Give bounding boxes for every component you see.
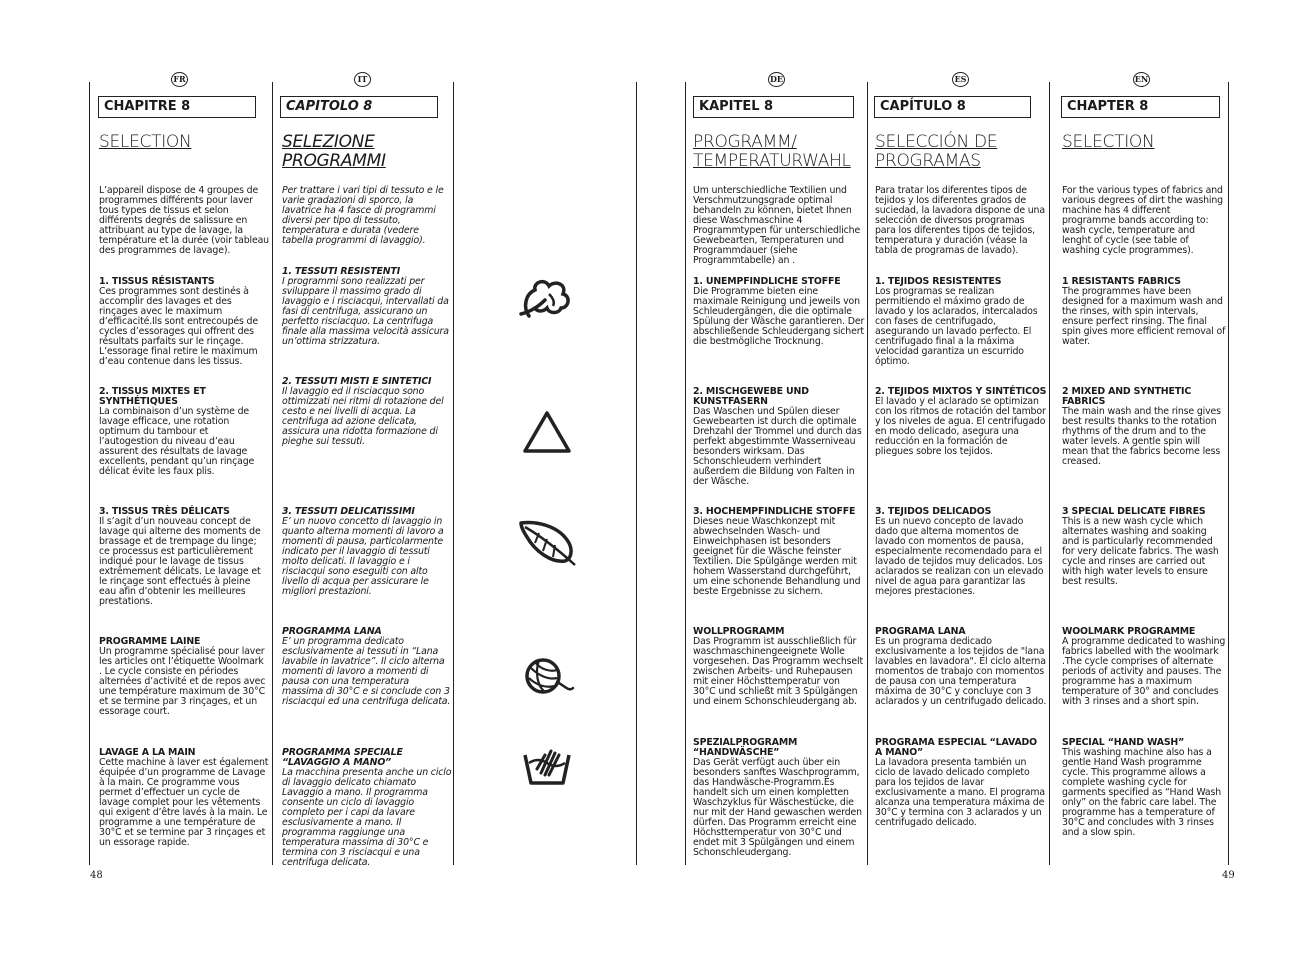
section-text: Es un programa dedicado exclusivamente a los tejidos de "lana lavables en lavadora". El ciclo alterna momentos de trabajo con momentos de pausa con una temperatura máxima de 30°C y concluye con 3 aclarados y un centrifugado delicado. <box>875 636 1047 707</box>
it-section-5 <box>282 748 452 868</box>
section-title: 2. TESSUTI MISTI E SINTETICI <box>282 376 432 387</box>
en-heading: SELECTION <box>1062 132 1155 152</box>
section-text: Il lavaggio ed il risciacquo sono ottimizzati nei ritmi di rotazione del cesto e nei livelli di acqua. La centrifuga ad azione delicata, assicura una ridotta formazione di pieghe sui tessuti. <box>282 386 444 447</box>
es-section-5 <box>875 738 1047 828</box>
section-title: 2. MISCHGEWEBE UND KUNSTFASERN <box>693 386 809 407</box>
column-divider <box>453 82 454 865</box>
feather-icon <box>515 515 579 569</box>
section-title: PROGRAMA LANA <box>875 626 966 637</box>
section-text: Los programas se realizan permitiendo el máximo grado de lavado y los aclarados, intercalados con fases de centrifugado, asegurando un lavado perfecto. El centrifugado final a la máxima velocidad garantiza un escurrido óptimo. <box>875 286 1038 367</box>
section-title: PROGRAMME LAINE <box>99 636 201 647</box>
section-text: Ces programmes sont destinés à accomplir des lavages et des rinçages avec le maximum d’efficacité.Ils sont entrecoupés de cycles d’essorages qui offrent des résultats parfaits sur le rinçage. L’essorage final retire le maximum d’eau contenue dans les tissus. <box>99 286 258 367</box>
column-divider <box>867 82 868 865</box>
column-divider <box>89 82 90 865</box>
heading-line: SELECCIÓN DE <box>875 132 998 152</box>
section-text: Das Waschen und Spülen dieser Gewebearten ist durch die optimale Drehzahl der Trommel und durch das perfekt abgestimmte Wasserniveau besonders wirksam. Das Schonschleudern verhindert außerdem die Bildung von Falten in der Wäsche. <box>693 406 862 487</box>
triangle-icon <box>515 405 579 459</box>
fr-section-1 <box>99 277 269 367</box>
page-number-left: 48 <box>90 870 103 881</box>
column-divider <box>685 82 686 865</box>
column-divider <box>636 82 637 865</box>
section-title: 1. TEJIDOS RESISTENTES <box>875 276 1002 287</box>
section-title: 3. TESSUTI DELICATISSIMI <box>282 506 415 517</box>
fr-heading: SELECTION <box>99 132 192 152</box>
section-title: PROGRAMMA LANA <box>282 626 382 637</box>
section-text: A programme dedicated to washing fabrics labelled with the woolmark .The cycle comprises of alternate periods of activity and pauses. The programme has a maximum temperature of 30° and concludes with 3 rinses and a short spin. <box>1062 636 1226 707</box>
section-text: The programmes have been designed for a maximum wash and the rinses, with spin intervals, ensure perfect rinsing. The final spin gives more efficient removal of water. <box>1062 286 1226 347</box>
it-flag-badge: IT <box>354 72 371 87</box>
section-title: 1. TESSUTI RESISTENTI <box>282 266 401 277</box>
section-text: La lavadora presenta también un ciclo de lavado delicado completo para los tejidos de lavar exclusivamente a mano. El programa alcanza una temperatura máxima de 30°C y termina con 3 aclarados y un centrifugado delicado. <box>875 757 1045 828</box>
section-text: Il s’agit d’un nouveau concept de lavage qui alterne des moments de brassage et de trempage du linge; ce processus est particulièrement indiqué pour le lavage de tissus extrêmement délicats. Le lavage et le rinçage sont effectués à pleine eau afin d’obtenir les meilleures prestations. <box>99 516 261 607</box>
fr-chapter-box: CHAPITRE 8 <box>98 96 256 118</box>
en-section-1 <box>1062 277 1226 347</box>
section-text: Dieses neue Waschkonzept mit abwechselnden Wasch- und Einweichphasen ist besonders geeignet für die Wäsche feinster Textilien. Die Spülgänge werden mit hohem Wasserstand durchgeführt, um eine schonende Behandlung und beste Ergebnisse zu sichern. <box>693 516 861 597</box>
heading-line: PROGRAMM/ <box>693 132 797 152</box>
section-text: E’ un programma dedicato esclusivamente ai tessuti in “Lana lavabile in lavatrice”. Il ciclo alterna momenti di lavoro a momenti di pausa con una temperatura massima di 30°C e si conclude con 3 risciacqui ed una centrifuga delicata. <box>282 636 451 707</box>
es-section-3 <box>875 507 1047 597</box>
de-section-2 <box>693 387 865 487</box>
section-title: PROGRAMMA SPECIALE “LAVAGGIO A MANO” <box>282 747 403 768</box>
section-text: Das Programm ist ausschließlich für waschmaschinengeeignete Wolle vorgesehen. Das Programm wechselt zwischen Arbeits- und Ruhepausen mit einer Höchsttemperatur von 30°C und schließt mit 3 Spülgängen und einem Schonschleudergang ab. <box>693 636 863 707</box>
section-text: Die Programme bieten eine maximale Reinigung und jeweils von Schleudergängen, die die optimale Spülung der Wäsche garantieren. Der abschließende Schleudergang sichert die bestmögliche Trocknung. <box>693 286 865 347</box>
it-intro: Per trattare i vari tipi di tessuto e le varie gradazioni di sporco, la lavatrice ha 4 fasce di programmi diversi per tipo di tessuto, temperatura e durata (vedere tabella programmi di lavaggio). <box>282 185 444 246</box>
section-text: E’ un nuovo concetto di lavaggio in quanto alterna momenti di lavoro a momenti di pausa, particolarmente indicato per il lavaggio di tessuti molto delicati. Il lavaggio e i risciacqui sono eseguiti con alto livello di acqua per assicurare le migliori prestazioni. <box>282 516 444 597</box>
de-intro: Um unterschiedliche Textilien und Verschmutzungsgrade optimal behandeln zu können, bietet Ihnen diese Waschmaschine 4 Programmtypen für unterschiedliche Gewebearten, Temperaturen und Programmdauer (siehe Programmtabelle) an . <box>693 185 861 266</box>
heading-line: SELEZIONE <box>282 132 375 152</box>
fr-section-5 <box>99 748 269 848</box>
de-heading <box>693 133 851 171</box>
en-flag-badge: EN <box>1133 72 1150 87</box>
heading-line: PROGRAMAS <box>875 151 981 171</box>
section-title: 1. TISSUS RÉSISTANTS <box>99 276 215 287</box>
heading-line: PROGRAMMI <box>282 151 386 171</box>
es-flag-badge: ES <box>952 72 969 87</box>
cotton-flower-icon <box>515 272 579 326</box>
section-text: This is a new wash cycle which alternates washing and soaking and is particularly recommended for very delicate fabrics. The wash cycle and rinses are carried out with high water levels to ensure best results. <box>1062 516 1219 587</box>
en-section-4 <box>1062 627 1226 707</box>
section-text: Cette machine à laver est également équipée d’un programme de Lavage à la main. Ce programme vous permet d’effectuer un cycle de lavage complet pour les vêtements qui exigent d’être lavés à la main. Le programme a une température de 30°C et se termine par 3 rinçages et un essorage rapide. <box>99 757 269 848</box>
section-title: LAVAGE A LA MAIN <box>99 747 196 758</box>
section-title: SPECIAL “HAND WASH” <box>1062 737 1185 748</box>
en-section-5 <box>1062 738 1226 838</box>
fr-intro: L’appareil dispose de 4 groupes de programmes différents pour laver tous types de tissus et selon différents degrés de salissure en attribuant au type de lavage, la température et la durée (voir tableau des programmes de lavage). <box>99 185 269 256</box>
section-text: This washing machine also has a gentle Hand Wash programme cycle. This programme allows a complete washing cycle for garments specified as “Hand Wash only” on the fabric care label. The programme has a temperature of 30°C and concludes with 3 rinses and a slow spin. <box>1062 747 1222 838</box>
fr-section-4 <box>99 637 269 717</box>
section-title: 2 MIXED AND SYNTHETIC FABRICS <box>1062 386 1192 407</box>
de-section-3 <box>693 507 865 597</box>
hand-wash-tub-icon <box>515 737 579 791</box>
section-title: WOLLPROGRAMM <box>693 626 785 637</box>
section-title: 3. HOCHEMPFINDLICHE STOFFE <box>693 506 856 517</box>
en-section-3 <box>1062 507 1226 587</box>
column-divider <box>272 82 273 865</box>
section-text: Un programme spécialisé pour laver les articles ont l’étiquette Woolmark . Le cycle consiste en périodes alternées d’activité et de repos avec une température maximum de 30°C et se termine par 3 rinçages, et un essorage court. <box>99 646 266 717</box>
section-title: 2. TEJIDOS MIXTOS Y SINTÉTICOS <box>875 386 1047 397</box>
fr-section-2 <box>99 387 269 477</box>
de-chapter-box: KAPITEL 8 <box>693 96 854 118</box>
de-section-5 <box>693 738 865 858</box>
it-section-4 <box>282 627 452 707</box>
heading-line: TEMPERATURWAHL <box>693 151 851 171</box>
es-chapter-box: CAPÍTULO 8 <box>874 96 1031 118</box>
column-divider <box>1049 82 1050 865</box>
column-divider <box>1228 82 1229 865</box>
de-section-4 <box>693 627 865 707</box>
section-title: 3 SPECIAL DELICATE FIBRES <box>1062 506 1206 517</box>
section-text: Das Gerät verfügt auch über ein besonders sanftes Waschprogramm, das Handwäsche-Programm.Es handelt sich um einen kompletten Waschzyklus für Wäschestücke, die nur mit der Hand gewaschen werden dürfen. Das Programm erreicht eine Höchsttemperatur von 30°C und endet mit 3 Spülgängen und einem Schonschleudergang. <box>693 757 862 858</box>
section-title: 3. TISSUS TRÈS DÉLICATS <box>99 506 230 517</box>
wool-ball-icon <box>515 648 579 702</box>
it-chapter-box: CAPITOLO 8 <box>280 96 438 118</box>
fr-section-3 <box>99 507 269 607</box>
section-title: 1 RESISTANTS FABRICS <box>1062 276 1181 287</box>
section-title: PROGRAMA ESPECIAL “LAVADO A MANO” <box>875 737 1037 758</box>
en-chapter-box: CHAPTER 8 <box>1061 96 1220 118</box>
page-number-right: 49 <box>1222 870 1235 881</box>
es-heading <box>875 133 997 171</box>
it-section-2 <box>282 377 452 447</box>
section-title: WOOLMARK PROGRAMME <box>1062 626 1196 637</box>
section-text: Es un nuevo concepto de lavado dado que alterna momentos de lavado con momentos de pausa, especialmente recomendado para el lavado de tejidos muy delicados. Los aclarados se realizan con un elevado nivel de agua para garantizar las mejores prestaciones. <box>875 516 1044 597</box>
section-text: La macchina presenta anche un ciclo di lavaggio delicato chiamato Lavaggio a mano. Il programma consente un ciclo di lavaggio completo per i capi da lavare esclusivamente a mano. Il programma raggiunge una temperatura massima di 30°C e termina con 3 risciacqui e una centrifuga delicata. <box>282 767 452 868</box>
es-section-2 <box>875 387 1047 457</box>
de-flag-badge: DE <box>768 72 785 87</box>
it-heading <box>282 133 386 171</box>
it-section-1 <box>282 267 452 347</box>
de-section-1 <box>693 277 865 347</box>
it-section-3 <box>282 507 452 597</box>
en-section-2 <box>1062 387 1226 467</box>
fr-flag-badge: FR <box>171 72 188 87</box>
es-section-1 <box>875 277 1047 367</box>
section-text: The main wash and the rinse gives best results thanks to the rotation rhythms of the drum and to the water levels. A gentle spin will mean that the fabrics become less creased. <box>1062 406 1221 467</box>
section-title: 1. UNEMPFINDLICHE STOFFE <box>693 276 841 287</box>
en-intro: For the various types of fabrics and various degrees of dirt the washing machine has 4 different programme bands according to: wash cycle, temperature and lenght of cycle (see table of washing cycle programmes). <box>1062 185 1223 256</box>
section-title: 2. TISSUS MIXTES ET SYNTHÉTIQUES <box>99 386 206 407</box>
section-text: I programmi sono realizzati per sviluppare il massimo grado di lavaggio e i risciacqui, intervallati da fasi di centrifuga, assicurano un perfetto risciacquo. La centrifuga finale alla massima velocità assicura un’ottima strizzatura. <box>282 276 449 347</box>
section-text: La combinaison d’un système de lavage efficace, une rotation optimum du tambour et l’autogestion du niveau d’eau assurent des résultats de lavage excellents, pendant qu’un rinçage délicat évite les faux plis. <box>99 406 255 477</box>
section-title: SPEZIALPROGRAMM “HANDWÄSCHE” <box>693 737 798 758</box>
section-title: 3. TEJIDOS DELICADOS <box>875 506 992 517</box>
section-text: El lavado y el aclarado se optimizan con los ritmos de rotación del tambor y los niveles de agua. El centrifugado en modo delicado, asegura una reducción en la formación de pliegues sobre los tejidos. <box>875 396 1046 457</box>
es-section-4 <box>875 627 1047 707</box>
es-intro: Para tratar los diferentes tipos de tejidos y los diferentes grados de suciedad, la lavadora dispone de una selección de diversos programas para los diferentes tipos de tejidos, temperatura y duración (véase la tabla de programas de lavado). <box>875 185 1045 256</box>
